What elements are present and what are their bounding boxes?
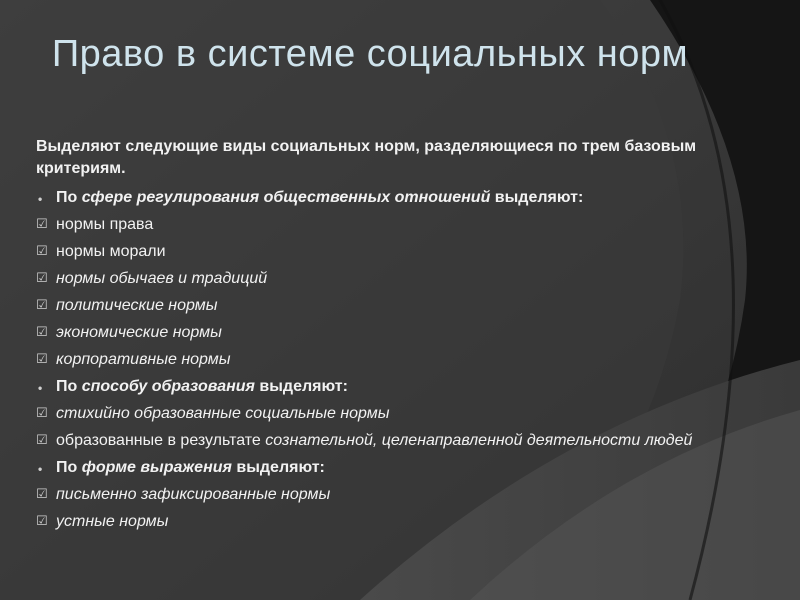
norm-list-item [36,242,736,262]
item-text: политические нормы [56,297,218,314]
norm-list-item [36,215,736,235]
norm-list-item [36,269,736,289]
slide-title: Право в системе социальных норм [51,33,689,75]
slide-content [36,136,736,539]
item-text [56,432,692,449]
item-text: устные нормы [56,513,169,530]
item-list [36,188,736,532]
criterion-bullet [36,377,736,397]
bullet-icon: • [38,381,43,395]
norm-list-item [36,323,736,343]
item-text: экономические нормы [56,324,222,341]
checkbox-icon: ☑ [36,217,48,232]
item-text-pre: По [56,378,82,395]
norm-list-item [36,485,736,505]
intro-text: Выделяют следующие виды социальных норм, разделяющиеся по трем базовым критериям. [36,138,697,177]
norm-list-item [36,512,736,532]
checkbox-icon: ☑ [36,433,48,448]
checkbox-icon: ☑ [36,325,48,340]
item-text: письменно зафиксированные нормы [56,486,331,503]
checkbox-icon: ☑ [36,487,48,502]
norm-list-item [36,296,736,316]
criterion-bullet [36,188,736,208]
item-text [56,378,348,395]
item-text-emphasis: способу образования [81,378,255,395]
item-text-post: выделяют: [490,189,584,206]
bullet-icon: • [38,192,43,206]
item-text-pre: По [56,189,82,206]
checkbox-icon: ☑ [36,406,48,421]
checkbox-icon: ☑ [36,514,48,529]
item-text [56,189,583,206]
item-text-pre: образованные в результате [56,432,266,449]
item-text: стихийно образованные социальные нормы [56,405,390,422]
item-text-post: выделяют: [231,459,325,476]
item-text-pre: По [56,459,82,476]
checkbox-icon: ☑ [36,298,48,313]
checkbox-icon: ☑ [36,244,48,259]
item-text: нормы обычаев и традиций [56,270,268,287]
item-text [56,459,325,476]
checkbox-icon: ☑ [36,352,48,367]
norm-list-item [36,350,736,370]
item-text-emphasis: сознательной, целенаправленной деятельности людей [265,432,693,449]
item-text: нормы морали [56,243,166,260]
item-text: корпоративные нормы [56,351,231,368]
item-text: нормы права [56,216,154,233]
item-text-emphasis: сфере регулирования общественных отношений [81,189,491,206]
item-text-post: выделяют: [254,378,348,395]
norm-list-item [36,404,736,424]
norm-list-item [36,431,736,451]
checkbox-icon: ☑ [36,271,48,286]
criterion-bullet [36,458,736,478]
item-text-emphasis: форме выражения [81,459,232,476]
bullet-icon: • [38,462,43,476]
